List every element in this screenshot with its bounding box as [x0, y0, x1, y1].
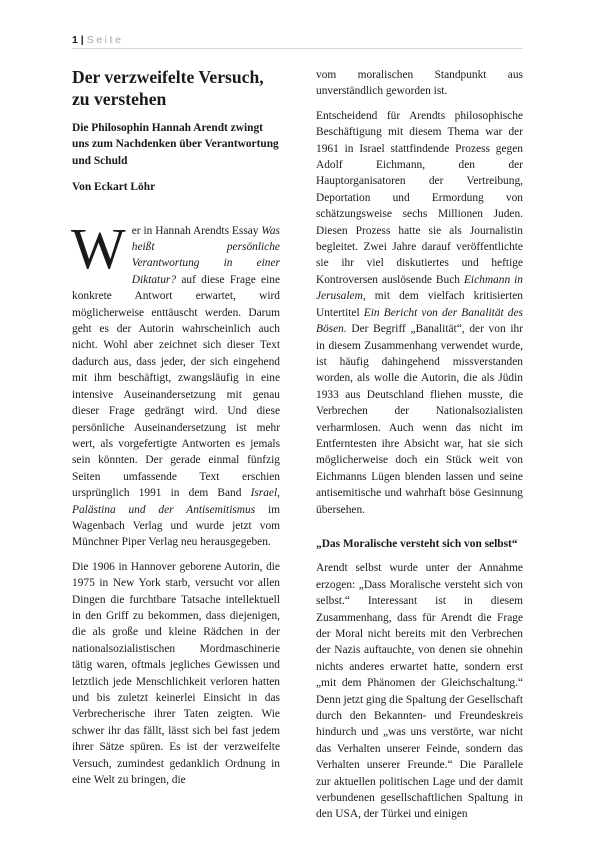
header-separator: |: [80, 34, 84, 46]
paragraph-biography: Die 1906 in Hannover geborene Autorin, die 1975 in New York starb, versucht vor allen Dingen die furchtbare Tatsache intellektuell in den Griff zu bekommen, dass diejenigen, die als große und kleine Rädchen in der nationalsozialistischen Mordmaschinerie tätig waren, oftmals jegliches Gewissen und letztlich jede Menschlichkeit verloren hatten und bis zuletzt keinerlei Einsicht in das Verbrecherische ihrer Taten zeigten. Wie schwer ihr das fällt, lässt sich bei fast jedem ihrer Sätze spüren. Es ist der verzweifelte Versuch, zumindest gedanklich Ordnung in eine Welt zu bringen, die: [72, 560, 280, 787]
page-header: [72, 34, 523, 49]
paragraph-intro: Wer in Hannah Arendts Essay Was heißt persönliche Verantwortung in einer Diktatur? auf diese Frage eine konkrete Antwort erwartet, wird möglicherweise enttäuscht werden. Darum geht es der Autorin wahrscheinlich auch nicht. Wohl aber zeichnet sich dieser Text dadurch aus, dass jeder, der sich eingehend mit ihm beschäftigt, zwangsläufig in eine intensive Auseinandersetzung mit genau dieser Frage gedrängt wird. Und diese persönliche Auseinandersetzung ist mehr wert, als vorgefertigte Antworten es jemals sein könnten. Der gerade einmal fünfzig Seiten umfassende Text erschien ursprünglich 1991 in dem Band Israel, Palästina und der Antisemitismus im Wagenbach Verlag und wurde jetzt vom Münchner Piper Verlag neu herausgegeben.: [71, 215, 280, 549]
left-column: [72, 66, 280, 788]
right-column: [316, 67, 523, 823]
article-subtitle: Die Philosophin Hannah Arendt zwingt uns zum Nachdenken über Verantwortung und Schuld: [72, 122, 279, 167]
paragraph-continuation: vom moralischen Standpunkt aus unverständlich geworden ist.: [316, 69, 523, 98]
article-title: Der verzweifelte Versuch, zu verstehen: [72, 67, 264, 109]
article-author: Von Eckart Löhr: [72, 181, 156, 194]
paragraph-morality: Arendt selbst wurde unter der Annahme erzogen: „Dass Moralische versteht sich von selbst.“ Interessant ist in diesem Zusammenhang, dass für Arendt die Frage der Moral nicht bereits mit den Verbrechen der Nazis auftauchte, von denen sie ohnehin nichts anderes erwartet hatte, sondern erst „mit dem Phänomen der Gleichschaltung.“ Denn jetzt ging die Spaltung der Gesellschaft durch den Bekannten- und Freundeskreis hindurch und „was uns verstörte, war nicht das Verhalten unserer Feinde, sondern das Verhalten unserer Freunde.“ Die Parallele zur aktuellen politischen Lage und der damit verbundenen gesellschaftlichen Spaltung in den USA, der Türkei und einigen: [316, 562, 523, 821]
page-label: Seite: [86, 34, 124, 46]
paragraph-eichmann: Entscheidend für Arendts philosophische Beschäftigung mit diesem Thema war der 1961 in Israel stattfindende Prozess gegen Adolf Eichmann, den der Hauptorganisatoren der Vertreibung, Deportation und Ermordung von schätzungsweise sechs Millionen Juden. Diesen Prozess hatte sie als Journalistin begleitet. Zwei Jahre darauf veröffentlichte sie ihr viel diskutiertes und heftige Kontroversen auslösende Buch Eichmann in Jerusalem, mit dem vielfach kritisierten Untertitel Ein Bericht von der Banalität des Bösen. Der Begriff „Banalität“, der von ihr in diesem Zusammenhang verwendet wurde, ist häufig dahingehend missverstanden worden, als wolle die Autorin, die als Jüdin 1933 aus Deutschland fliehen musste, die Verbrechen der Nationalsozialisten verharmlosen. Auch wenn das nicht im Entferntesten ihre Absicht war, hat sie sich möglicherweise doch ein Stück weit von Eichmanns Lügen blenden lassen und seine antisemitische und wahrhaft böse Gesinnung übersehen.: [316, 109, 523, 516]
book-subtitle-banality: Ein Bericht von der Banalität des Bösen.: [316, 306, 523, 336]
page-number: 1: [72, 34, 78, 46]
section-heading: „Das Moralische versteht sich von selbst“: [316, 537, 518, 550]
book-title-eichmann: Eichmann in Jerusalem,: [316, 273, 523, 303]
essay-title: Was heißt persönliche Verantwortung in einer Diktatur?: [131, 224, 280, 286]
drop-cap: W: [71, 215, 126, 281]
book-title: Israel, Palästina und der Antisemitismus: [72, 487, 280, 516]
